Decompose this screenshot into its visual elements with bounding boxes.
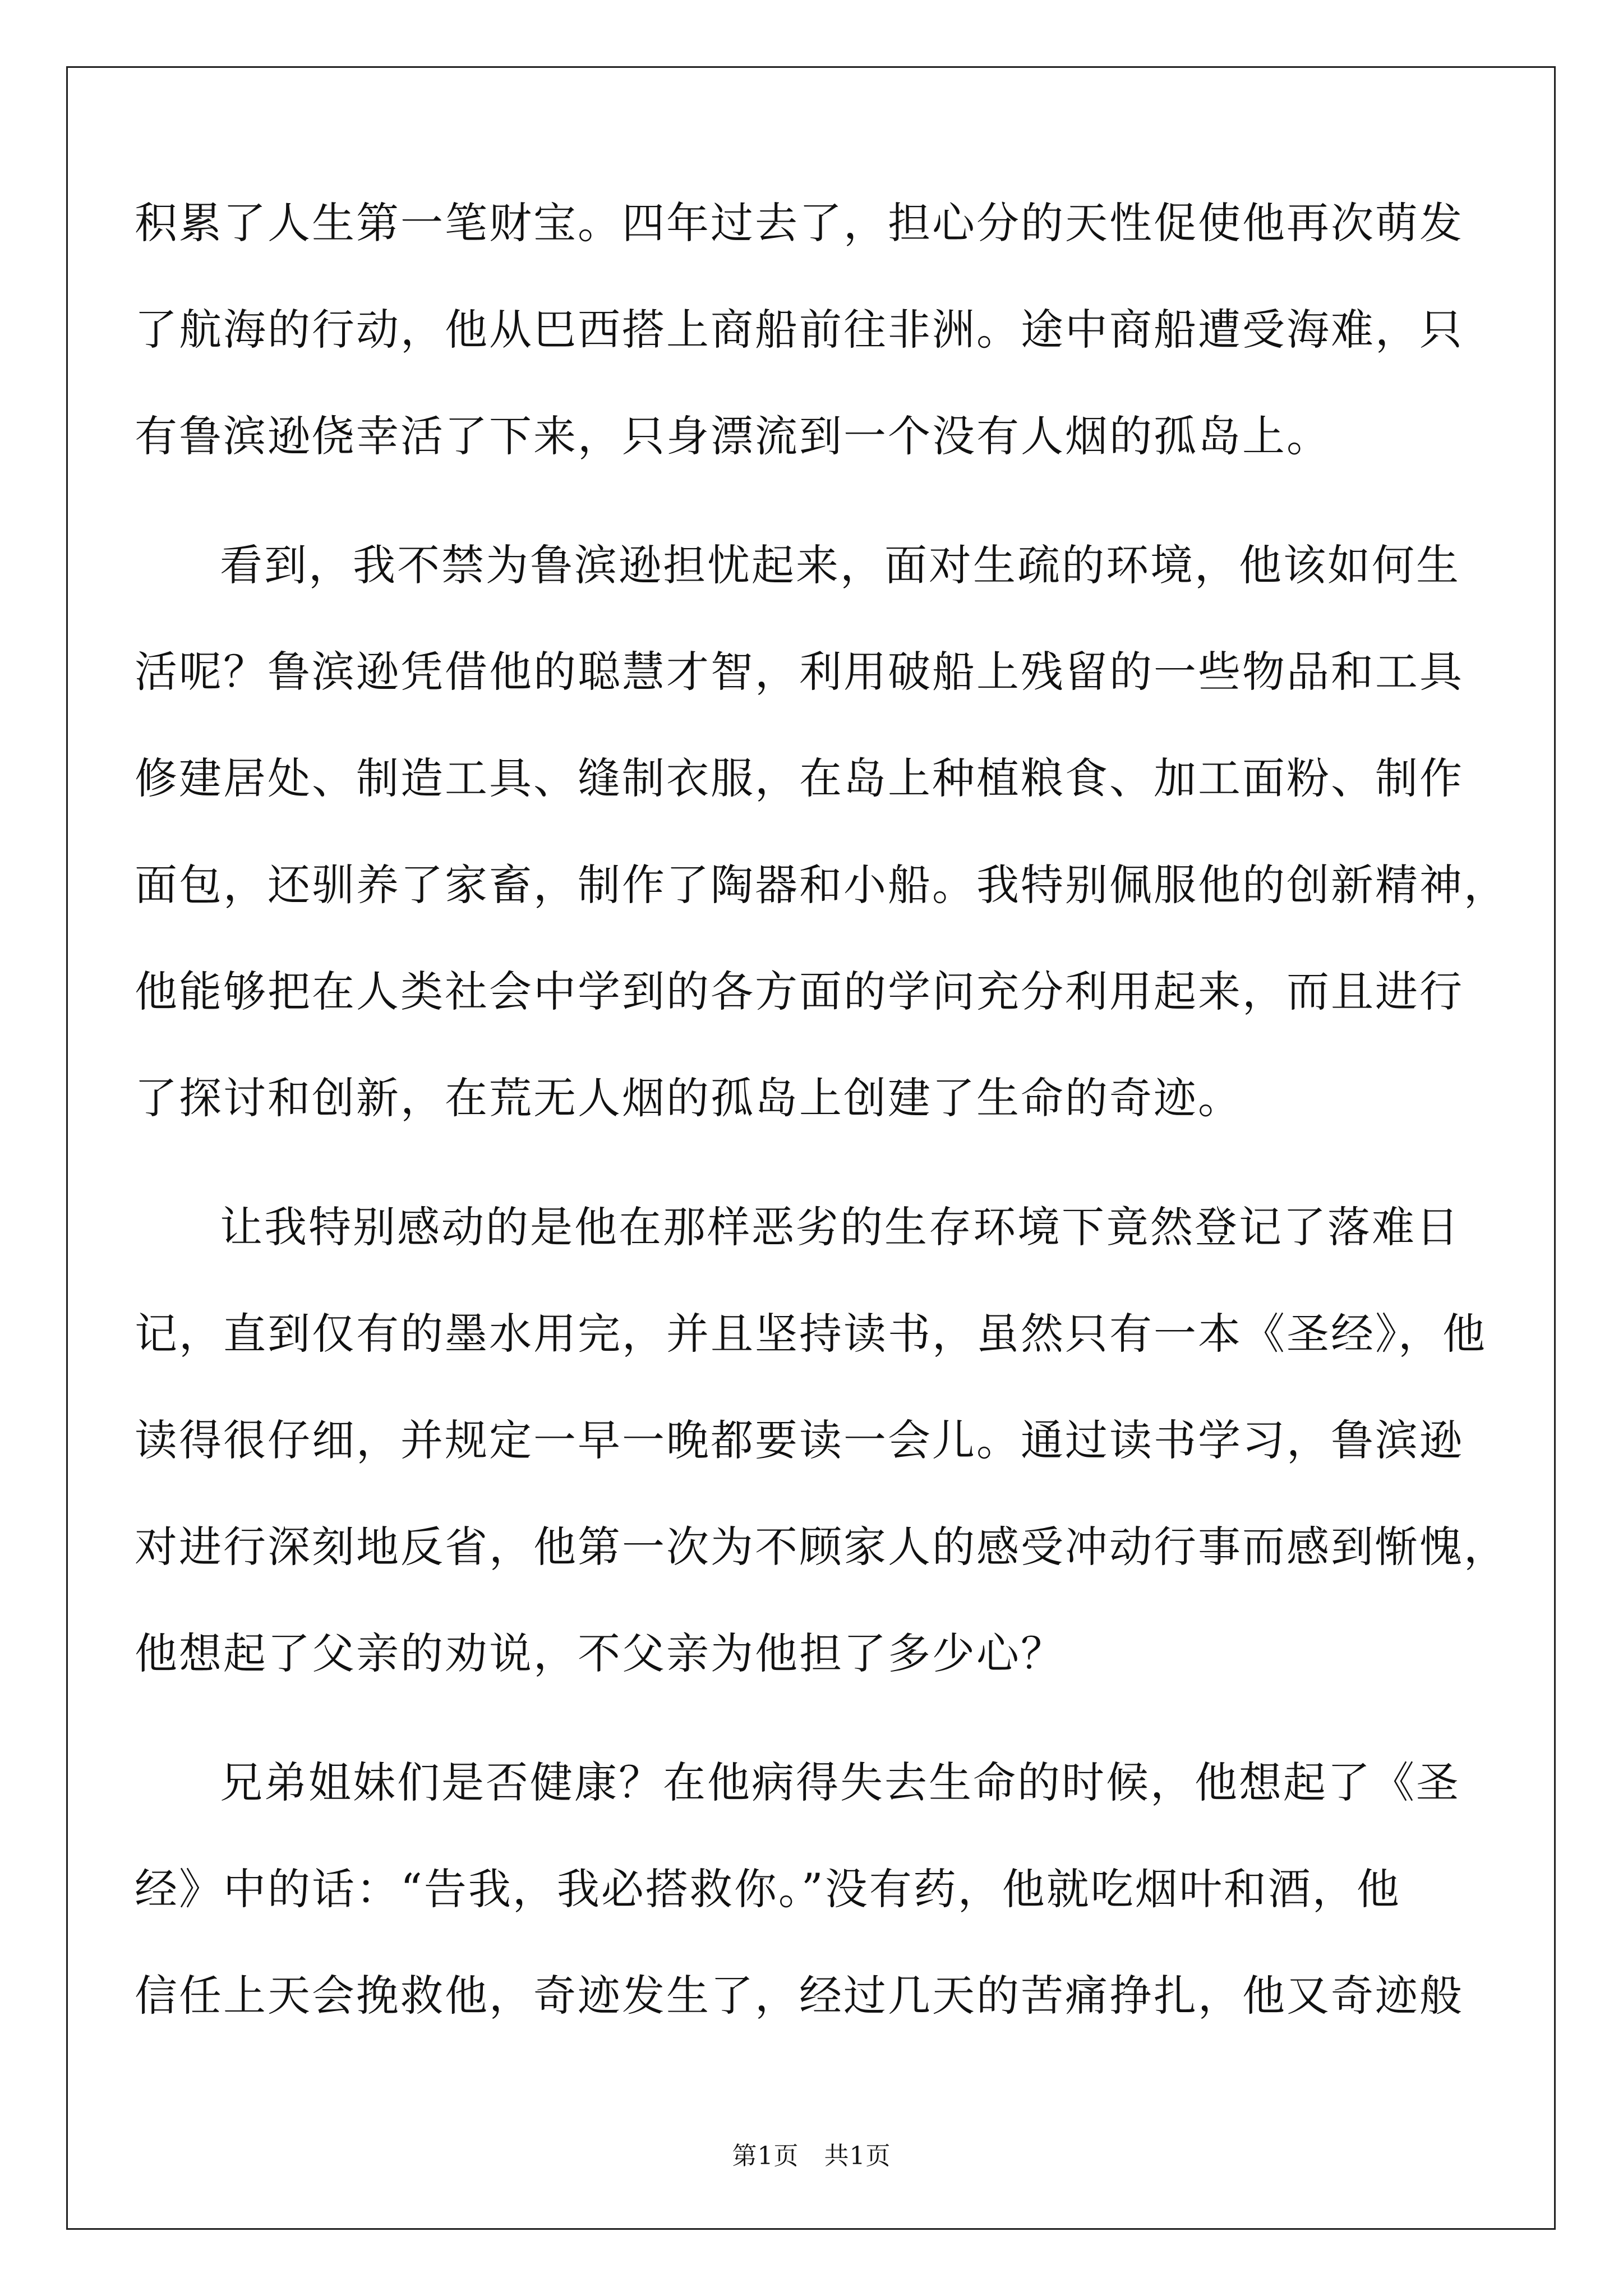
paragraph-first-line: 看到，我不禁为鲁滨逊担忧起来，面对生疏的环境，他该如何生 xyxy=(220,540,1460,590)
text-line: 记，直到仅有的墨水用完，并且坚持读书，虽然只有一本《圣经》，他 xyxy=(135,1309,1487,1359)
text-line: 了航海的行动，他从巴西搭上商船前往非洲。途中商船遭受海难，只 xyxy=(135,305,1464,355)
text-line: 他能够把在人类社会中学到的各方面的学问充分利用起来，而且进行 xyxy=(135,967,1464,1016)
text-line: 了探讨和创新，在荒无人烟的孤岛上创建了生命的奇迹。 xyxy=(135,1073,1242,1123)
text-line: 面包，还驯养了家畜，制作了陶器和小船。我特别佩服他的创新精神， xyxy=(135,860,1508,910)
page-footer: 第1页 共1页 xyxy=(732,2142,891,2170)
text-line: 对进行深刻地反省，他第一次为不顾家人的感受冲动行事而感到惭愧， xyxy=(135,1522,1508,1572)
paragraph-first-line: 兄弟姐妹们是否健康？在他病得失去生命的时候，他想起了《圣 xyxy=(220,1757,1460,1807)
text-line: 积累了人生第一笔财宝。四年过去了，担心分的天性促使他再次萌发 xyxy=(135,198,1464,248)
text-line: 有鲁滨逊侥幸活了下来，只身漂流到一个没有人烟的孤岛上。 xyxy=(135,411,1331,461)
text-line: 活呢？鲁滨逊凭借他的聪慧才智，利用破船上残留的一些物品和工具 xyxy=(135,647,1464,697)
text-line: 读得很仔细，并规定一早一晚都要读一会儿。通过读书学习，鲁滨逊 xyxy=(135,1415,1464,1465)
text-line: 信任上天会挽救他，奇迹发生了，经过几天的苦痛挣扎，他又奇迹般 xyxy=(135,1971,1464,2021)
text-line: 经》中的话：“告我，我必搭救你。”没有药，他就吃烟叶和酒，他 xyxy=(135,1864,1401,1914)
text-line: 修建居处、制造工具、缝制衣服，在岛上种植粮食、加工面粉、制作 xyxy=(135,753,1464,803)
text-line: 他想起了父亲的劝说，不父亲为他担了多少心？ xyxy=(135,1628,1065,1678)
paragraph-first-line: 让我特别感动的是他在那样恶劣的生存环境下竟然登记了落难日 xyxy=(220,1202,1460,1252)
